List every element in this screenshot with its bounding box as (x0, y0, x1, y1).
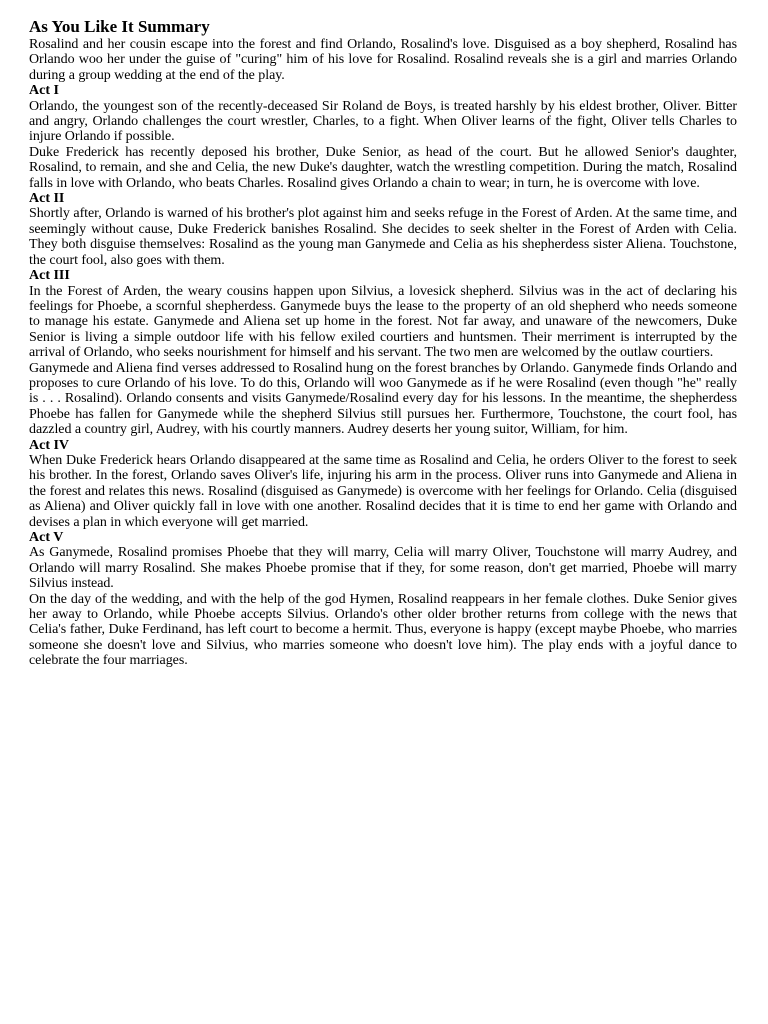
act-heading: Act II (29, 191, 65, 207)
page-title: As You Like It Summary (29, 17, 210, 36)
act-paragraph: As Ganymede, Rosalind promises Phoebe that they will marry, Celia will marry Oliver, Touchstone will marry Audrey, and Orlando will marry Rosalind. She makes Phoebe promise that if they, for some reason, don't get married, Phoebe will marry Silvius instead. (29, 545, 737, 592)
act-heading: Act V (29, 530, 64, 545)
act-section (29, 530, 737, 669)
act-heading: Act III (29, 268, 70, 284)
act-section (29, 83, 737, 191)
act-paragraph: Duke Frederick has recently deposed his brother, Duke Senior, as head of the court. But he allowed Senior's daughter, Rosalind, to remain, and she and Celia, the new Duke's daughter, watch the wrestling competition. During the match, Rosalind falls in love with Orlando, who beats Charles. Rosalind gives Orlando a chain to wear; in turn, he is overcome with love. (29, 144, 737, 191)
act-paragraph: Ganymede and Aliena find verses addressed to Rosalind hung on the forest branches by Orlando. Ganymede finds Orlando and proposes to cure Orlando of his love. To do this, Orlando will woo Ganymede as if he were Rosalind (even though "he" really is . . . Rosalind). Orlando consents and visits Ganymede/Rosalind every day for his lessons. In the meantime, the shepherdess Phoebe has fallen for Ganymede while the shepherd Silvius still pursues her. Furthermore, Touchstone, the court fool, has dazzled a country girl, Audrey, with his courtly manners. Audrey deserts her young suitor, William, for him. (29, 360, 737, 438)
intro-paragraph: Rosalind and her cousin escape into the forest and find Orlando, Rosalind's love. Disguised as a boy shepherd, Rosalind has Orlando woo her under the guise of "curing" him of his love for Rosalind. Rosalind reveals she is a girl and marries Orlando during a group wedding at the end of the play. (29, 37, 737, 83)
act-section (29, 191, 737, 268)
act-paragraph: When Duke Frederick hears Orlando disappeared at the same time as Rosalind and Celia, he orders Oliver to the forest to seek his brother. In the forest, Orlando saves Oliver's life, injuring his arm in the process. Oliver runs into Ganymede and Aliena in the forest and relates this news. Rosalind (disguised as Ganymede) is overcome with her feelings for Orlando. Celia (disguised as Aliena) and Oliver quickly fall in love with one another. Rosalind decides that it is time to end her game with Orlando and devises a plan in which everyone will get married. (29, 452, 737, 530)
act-paragraph: Shortly after, Orlando is warned of his brother's plot against him and seeks refuge in the Forest of Arden. At the same time, and seemingly without cause, Duke Frederick banishes Rosalind. She decides to seek shelter in the Forest of Arden with Celia. They both disguise themselves: Rosalind as the young man Ganymede and Celia as his shepherdess sister Aliena. Touchstone, the court fool, also goes with them. (29, 206, 737, 268)
act-heading: Act IV (29, 437, 70, 453)
act-heading: Act I (29, 83, 59, 99)
act-section (29, 438, 737, 530)
act-paragraph: In the Forest of Arden, the weary cousins happen upon Silvius, a lovesick shepherd. Silvius was in the act of declaring his feelings for Phoebe, a scornful shepherdess. Ganymede buys the lease to the property of an old shepherd who needs someone to manage his estate. Ganymede and Aliena set up home in the forest. Not far away, and unaware of the newcomers, Duke Senior is living a simple outdoor life with his fellow exiled courtiers and huntsmen. Their merriment is interrupted by the arrival of Orlando, who seeks nourishment for himself and his servant. The two men are welcomed by the outlaw courtiers. (29, 283, 737, 361)
document-body (29, 16, 737, 669)
act-paragraph: On the day of the wedding, and with the help of the god Hymen, Rosalind reappears in her female clothes. Duke Senior gives her away to Orlando, while Phoebe accepts Silvius. Orlando's other older brother returns from college with the news that Celia's father, Duke Ferdinand, has left court to become a hermit. Thus, everyone is happy (except maybe Phoebe, who marries someone she doesn't love and Silvius, who marries someone who doesn't love him). The play ends with a joyful dance to celebrate the four marriages. (29, 591, 737, 669)
act-paragraph: Orlando, the youngest son of the recently-deceased Sir Roland de Boys, is treated harshly by his eldest brother, Oliver. Bitter and angry, Orlando challenges the court wrestler, Charles, to a fight. When Oliver learns of the fight, Oliver tells Charles to injure Orlando if possible. (29, 98, 737, 145)
act-section (29, 268, 737, 437)
